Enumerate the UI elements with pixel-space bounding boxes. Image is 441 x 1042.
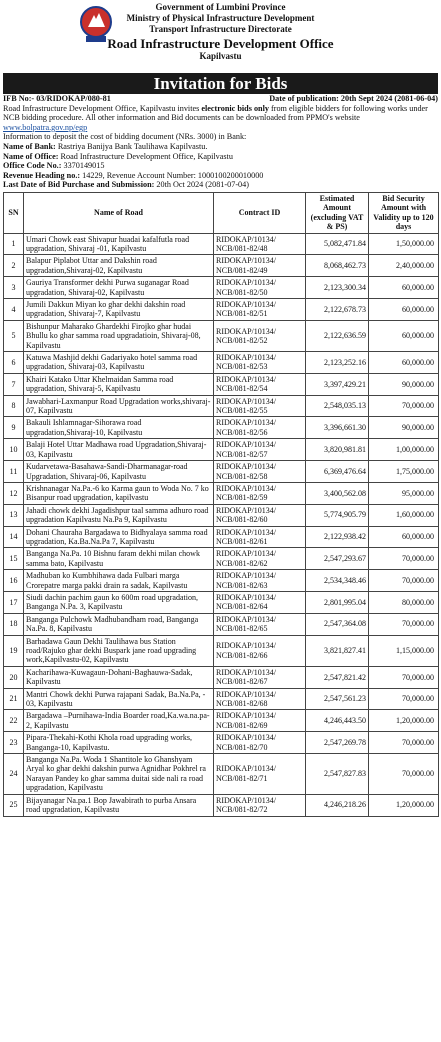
directorate-line: Transport Infrastructure Directorate	[149, 24, 292, 34]
road-name: Balapur Piplabot Uttar and Dakshin road upgradation,Shivaraj-02, Kapilvastu	[24, 255, 214, 277]
table-row	[4, 439, 439, 461]
row-sn: 22	[4, 710, 24, 732]
invitation-banner: Invitation for Bids	[3, 73, 438, 94]
row-sn: 4	[4, 299, 24, 321]
road-name: Krishnanagar Na.Pa.-6 ko Karma gaun to Woda No. 7 ko Bisanpur road upgradation, kapilvastu	[24, 482, 214, 504]
road-name: Madhuban ko Kumbhihawa dada Fulbari marga Crorepatre marga pakki drain ra sadak, Kapilvastu	[24, 570, 214, 592]
bid-security: 70,000.00	[369, 688, 439, 710]
lastdate-row	[3, 180, 438, 190]
road-name: Khairi Katako Uttar Khelmaidan Samma road upgradation, Shivaraj-5, Kapilvastu	[24, 373, 214, 395]
estimated-amount: 2,122,636.59	[306, 320, 369, 351]
bid-security: 60,000.00	[369, 277, 439, 299]
contract-id: RIDOKAP/10134/ NCB/081-82/68	[214, 688, 306, 710]
estimated-amount: 2,123,300.34	[306, 277, 369, 299]
row-sn: 2	[4, 255, 24, 277]
bids-table	[3, 192, 439, 817]
road-name: Katuwa Mashjid dekhi Gadariyako hotel samma road upgradation, Shivaraj-03, Kapilvastu	[24, 352, 214, 374]
contract-id: RIDOKAP/10134/ NCB/081-82/57	[214, 439, 306, 461]
revenue-label: Revenue Heading no.:	[3, 170, 81, 180]
estimated-amount: 2,547,827.83	[306, 754, 369, 795]
estimated-amount: 8,068,462.73	[306, 255, 369, 277]
contract-id: RIDOKAP/10134/ NCB/081-82/66	[214, 635, 306, 666]
table-row	[4, 233, 439, 255]
bid-security: 60,000.00	[369, 320, 439, 351]
contract-id: RIDOKAP/10134/ NCB/081-82/54	[214, 373, 306, 395]
contract-id: RIDOKAP/10134/ NCB/081-82/49	[214, 255, 306, 277]
table-row	[4, 591, 439, 613]
row-sn: 24	[4, 754, 24, 795]
contract-id: RIDOKAP/10134/ NCB/081-82/53	[214, 352, 306, 374]
row-sn: 14	[4, 526, 24, 548]
office-location: Kapilvastu	[199, 51, 242, 61]
intro-text-b: from eligible bidders for following works under NCB bidding procedure. All other information and Bid documents can be downloaded from PPMO's website	[3, 103, 428, 123]
row-sn: 17	[4, 591, 24, 613]
road-name: Balaji Hotel Uttar Madhawa road Upgradation,Shivaraj-03, Kapilvastu	[24, 439, 214, 461]
row-sn: 20	[4, 666, 24, 688]
road-name: Dohani Chauraha Bargadawa to Bidhyalaya samma road upgradation, Ka.Ba.Na.Pa 7, Kapilvastu	[24, 526, 214, 548]
row-sn: 1	[4, 233, 24, 255]
contract-id: RIDOKAP/10134/ NCB/081-82/61	[214, 526, 306, 548]
road-name: Barhadawa Gaun Dekhi Taulihawa bus Station road/Rajuko ghar dekhi Buspark jane road upgrading work,Kapilvastu-02, Kapilvastu	[24, 635, 214, 666]
notice-details	[3, 94, 438, 190]
road-name: Jahadi chowk dekhi Jagadishpur taal samma adhuro road upgradation Kapilvastu Na.Pa 9, Kapilvastu	[24, 504, 214, 526]
table-row	[4, 710, 439, 732]
contract-id: RIDOKAP/10134/ NCB/081-82/50	[214, 277, 306, 299]
row-sn: 13	[4, 504, 24, 526]
contract-id: RIDOKAP/10134/ NCB/081-82/51	[214, 299, 306, 321]
row-sn: 8	[4, 395, 24, 417]
bid-security: 1,60,000.00	[369, 504, 439, 526]
estimated-amount: 3,820,981.81	[306, 439, 369, 461]
bid-security: 2,40,000.00	[369, 255, 439, 277]
road-name: Gauriya Transformer dekhi Purwa suganagar Road upgradation, Shivaraj-02, Kapilvastu	[24, 277, 214, 299]
col-header-contract-id: Contract ID	[214, 192, 306, 233]
row-sn: 19	[4, 635, 24, 666]
table-row	[4, 277, 439, 299]
bid-security: 80,000.00	[369, 591, 439, 613]
table-row	[4, 373, 439, 395]
contract-id: RIDOKAP/10134/ NCB/081-82/69	[214, 710, 306, 732]
intro-paragraph	[3, 104, 438, 133]
bank-row	[3, 142, 438, 152]
estimated-amount: 5,082,471.84	[306, 233, 369, 255]
bid-security: 1,50,000.00	[369, 233, 439, 255]
bid-security: 95,000.00	[369, 482, 439, 504]
table-row	[4, 255, 439, 277]
office-title: Road Infrastructure Development Office	[107, 36, 334, 51]
road-name: Mantri Chowk dekhi Purwa rajapani Sadak, Ba.Na.Pa, - 03, Kapilvastu	[24, 688, 214, 710]
bid-security: 70,000.00	[369, 666, 439, 688]
contract-id: RIDOKAP/10134/ NCB/081-82/59	[214, 482, 306, 504]
row-sn: 5	[4, 320, 24, 351]
table-row	[4, 613, 439, 635]
bid-security: 70,000.00	[369, 754, 439, 795]
row-sn: 9	[4, 417, 24, 439]
intro-emphasis: electronic bids only	[201, 103, 269, 113]
estimated-amount: 2,123,252.16	[306, 352, 369, 374]
contract-id: RIDOKAP/10134/ NCB/081-82/63	[214, 570, 306, 592]
contract-id: RIDOKAP/10134/ NCB/081-82/70	[214, 732, 306, 754]
table-row	[4, 299, 439, 321]
estimated-amount: 3,396,661.30	[306, 417, 369, 439]
road-name: Bakauli Ishlamnagar-Sihorawa road upgradation,Shivaraj-10, Kapilvastu	[24, 417, 214, 439]
bid-security: 70,000.00	[369, 613, 439, 635]
bid-security: 1,00,000.00	[369, 439, 439, 461]
estimated-amount: 2,801,995.04	[306, 591, 369, 613]
estimated-amount: 5,774,905.79	[306, 504, 369, 526]
estimated-amount: 2,547,269.78	[306, 732, 369, 754]
row-sn: 6	[4, 352, 24, 374]
lastdate-label: Last Date of Bid Purchase and Submission:	[3, 180, 155, 190]
bid-security: 1,75,000.00	[369, 461, 439, 483]
estimated-amount: 2,547,293.67	[306, 548, 369, 570]
contract-id: RIDOKAP/10134/ NCB/081-82/55	[214, 395, 306, 417]
estimated-amount: 2,547,561.23	[306, 688, 369, 710]
estimated-amount: 3,397,429.21	[306, 373, 369, 395]
table-row	[4, 688, 439, 710]
bid-security: 90,000.00	[369, 373, 439, 395]
code-label: Office Code No.:	[3, 161, 62, 171]
row-sn: 15	[4, 548, 24, 570]
table-row	[4, 548, 439, 570]
row-sn: 16	[4, 570, 24, 592]
col-header-estimated-amount: Estimated Amount (excluding VAT & PS)	[306, 192, 369, 233]
col-header-sn: SN	[4, 192, 24, 233]
estimated-amount: 6,369,476.64	[306, 461, 369, 483]
office-row	[3, 152, 438, 162]
publication-date: Date of publication: 20th Sept 2024 (2081-06-04)	[269, 94, 438, 103]
code-row	[3, 161, 438, 171]
contract-id: RIDOKAP/10134/ NCB/081-82/67	[214, 666, 306, 688]
road-name: Siudi dachin pachim gaun ko 600m road upgradation, Banganga N.Pa. 3, Kapilvastu	[24, 591, 214, 613]
col-header-bid-security: Bid Security Amount with Validity up to 120 days	[369, 192, 439, 233]
bid-security: 60,000.00	[369, 352, 439, 374]
row-sn: 21	[4, 688, 24, 710]
nepal-emblem-logo	[79, 5, 113, 45]
bid-security: 90,000.00	[369, 417, 439, 439]
road-name: Umari Chowk east Shivapur huadai kafalfutla road upgradation, Shivaraj -01, Kapilvastu	[24, 233, 214, 255]
intro-text-a: Road Infrastructure Development Office, Kapilvastu invites	[3, 103, 200, 113]
contract-id: RIDOKAP/10134/ NCB/081-82/52	[214, 320, 306, 351]
revenue-row	[3, 171, 438, 181]
table-row	[4, 504, 439, 526]
row-sn: 10	[4, 439, 24, 461]
road-name: Banganga Na.Pa. Woda 1 Shantitole ko Ghanshyam Aryal ko ghar dekhi dakshin purwa Agnidhar Pokhrel ra Narayan Pandey ko ghar samma duitai side nali ra road upgradation, Kapilvastu	[24, 754, 214, 795]
row-sn: 12	[4, 482, 24, 504]
bid-security: 1,20,000.00	[369, 794, 439, 816]
road-name: Jawabhari-Laxmanpur Road Upgradation works,shivaraj-07, Kapilvastu	[24, 395, 214, 417]
code-value: 3370149015	[63, 161, 105, 171]
office-label: Name of Office:	[3, 151, 59, 161]
row-sn: 18	[4, 613, 24, 635]
bid-security: 70,000.00	[369, 570, 439, 592]
table-row	[4, 417, 439, 439]
bid-security: 60,000.00	[369, 526, 439, 548]
table-row	[4, 666, 439, 688]
deposit-info: Information to deposit the cost of bidding document (NRs. 3000) in Bank:	[3, 132, 247, 142]
table-row	[4, 732, 439, 754]
estimated-amount: 2,534,348.46	[306, 570, 369, 592]
road-name: Bijayanagar Na.pa.1 Bop Jawabirath to purba Ansara road upgradation, Kapilvastu	[24, 794, 214, 816]
estimated-amount: 2,547,821.42	[306, 666, 369, 688]
table-row	[4, 395, 439, 417]
road-name: Pipara-Thekahi-Kothi Khola road upgrading works, Banganga-10, Kapilvastu.	[24, 732, 214, 754]
office-value: Road Infrastructure Development Office, Kapilvastu	[60, 151, 233, 161]
table-row	[4, 482, 439, 504]
row-sn: 3	[4, 277, 24, 299]
revenue-value: 14229, Revenue Account Number: 1000100200010000	[82, 170, 264, 180]
road-name: Banganga Pulchowk Madhubandham road, Banganga Na.Pa. 8, Kapilvastu	[24, 613, 214, 635]
table-row	[4, 320, 439, 351]
bid-security: 70,000.00	[369, 548, 439, 570]
ifb-row	[3, 94, 438, 104]
estimated-amount: 4,246,443.50	[306, 710, 369, 732]
contract-id: RIDOKAP/10134/ NCB/081-82/65	[214, 613, 306, 635]
bank-value: Rastriya Banijya Bank Taulihawa Kapilvastu.	[57, 141, 208, 151]
road-name: Banganga Na.Pa. 10 Bishnu faram dekhi milan chowk samma bato, Kapilvastu	[24, 548, 214, 570]
bid-security: 70,000.00	[369, 732, 439, 754]
contract-id: RIDOKAP/10134/ NCB/081-82/72	[214, 794, 306, 816]
road-name: Bargadawa –Purnihawa-India Boarder road,Ka.wa.na.pa-2, Kapilvastu	[24, 710, 214, 732]
road-name: Kudarvetawa-Basahawa-Sandi-Dharmanagar-road Upgradation, Shivaraj-06, Kapilvastu	[24, 461, 214, 483]
contract-id: RIDOKAP/10134/ NCB/081-82/64	[214, 591, 306, 613]
estimated-amount: 3,821,827.41	[306, 635, 369, 666]
road-name: Jumili Dakkun Miyan ko ghar dekhi dakshin road upgradation, Shivaraj-7, Kapilvastu	[24, 299, 214, 321]
ministry-line: Ministry of Physical Infrastructure Development	[126, 13, 315, 23]
contract-id: RIDOKAP/10134/ NCB/081-82/56	[214, 417, 306, 439]
estimated-amount: 4,246,218.26	[306, 794, 369, 816]
table-row	[4, 352, 439, 374]
row-sn: 23	[4, 732, 24, 754]
table-header-row	[4, 192, 439, 233]
bid-security: 1,20,000.00	[369, 710, 439, 732]
contract-id: RIDOKAP/10134/ NCB/081-82/71	[214, 754, 306, 795]
table-row	[4, 794, 439, 816]
table-row	[4, 461, 439, 483]
bid-security: 1,15,000.00	[369, 635, 439, 666]
road-name: Kacharihawa-Kuwagaun-Dohani-Baghauwa-Sadak, Kapilvastu	[24, 666, 214, 688]
contract-id: RIDOKAP/10134/ NCB/081-82/58	[214, 461, 306, 483]
table-row	[4, 754, 439, 795]
bid-security: 60,000.00	[369, 299, 439, 321]
contract-id: RIDOKAP/10134/ NCB/081-82/48	[214, 233, 306, 255]
col-header-road-name: Name of Road	[24, 192, 214, 233]
row-sn: 7	[4, 373, 24, 395]
contract-id: RIDOKAP/10134/ NCB/081-82/62	[214, 548, 306, 570]
table-row	[4, 526, 439, 548]
row-sn: 11	[4, 461, 24, 483]
website-link[interactable]: www.bolpatra.gov.np/egp	[3, 122, 88, 132]
estimated-amount: 2,122,678.73	[306, 299, 369, 321]
lastdate-value: 20th Oct 2024 (2081-07-04)	[156, 180, 249, 190]
estimated-amount: 2,122,938.42	[306, 526, 369, 548]
govt-line: Government of Lumbini Province	[155, 2, 286, 12]
bank-label: Name of Bank:	[3, 141, 56, 151]
bid-security: 70,000.00	[369, 395, 439, 417]
estimated-amount: 2,547,364.08	[306, 613, 369, 635]
ifb-number: IFB No:- 03/RIDOKAP/080-81	[3, 94, 111, 103]
estimated-amount: 2,548,035.13	[306, 395, 369, 417]
road-name: Bishunpur Maharako Ghardekhi Firojko ghar hudai Bhullu ko ghar samma road upgradatioin, Shivaraj-08, Kapilvastu	[24, 320, 214, 351]
letterhead	[3, 2, 438, 72]
row-sn: 25	[4, 794, 24, 816]
estimated-amount: 3,400,562.08	[306, 482, 369, 504]
table-row	[4, 635, 439, 666]
table-row	[4, 570, 439, 592]
contract-id: RIDOKAP/10134/ NCB/081-82/60	[214, 504, 306, 526]
